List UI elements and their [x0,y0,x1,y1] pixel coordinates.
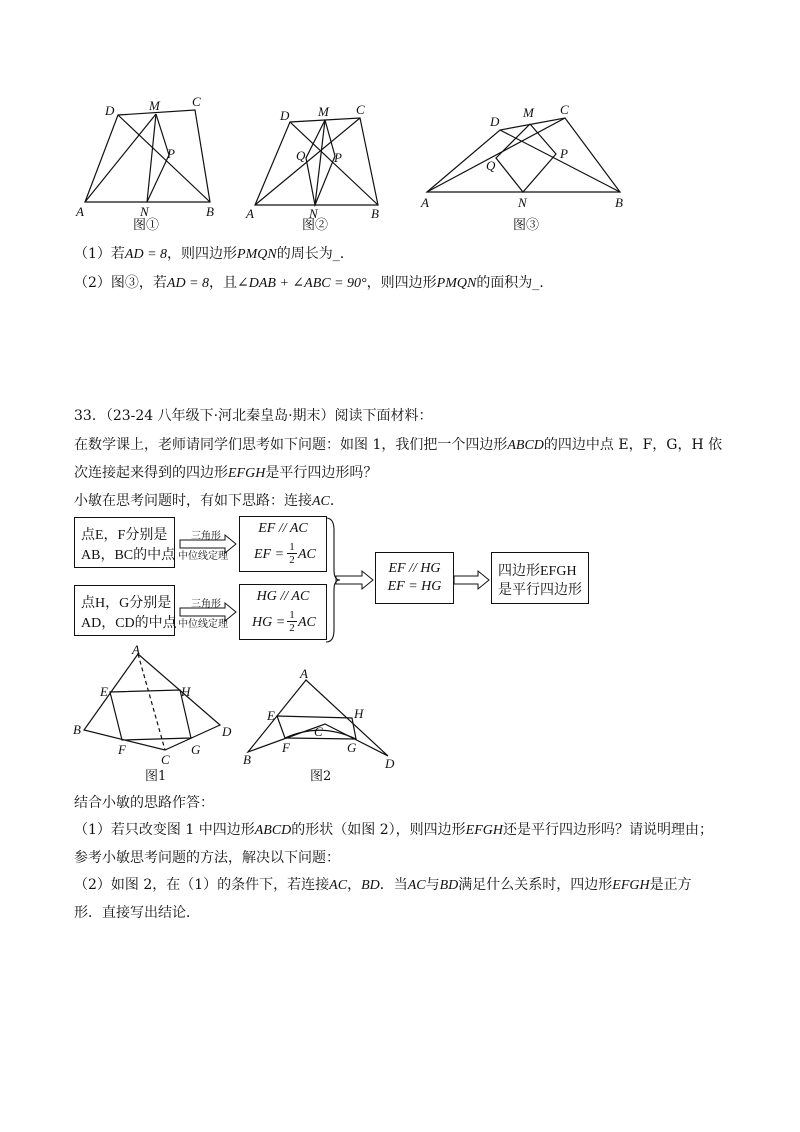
q2-text-a: 图③，若 [110,275,167,291]
q1-condition: AD = 8 [124,247,168,262]
svg-text:M: M [318,104,329,119]
box3-line1: 点H，G分别是 [81,596,172,611]
sub2-bd2: BD [439,878,459,893]
figure-caption-1-bottom: 图1 [145,769,167,784]
svg-text:M: M [523,105,534,120]
svg-text:G: G [191,742,201,757]
svg-text:D: D [105,103,115,118]
svg-text:A: A [300,666,308,681]
para2-text-a: 小敏在思考问题时，有如下思路：连接 [74,493,312,509]
sub1-quad: ABCD [254,823,292,838]
svg-text:C: C [356,102,365,117]
q2-text-b: ，且 [209,275,238,291]
sub1-quad2: EFGH [465,823,503,838]
sub2-bd: BD [361,878,380,893]
flow-arrow-1-label-top: 三角形 [191,531,221,542]
svg-text:Q: Q [296,148,306,163]
para1-line2-quad: EFGH [228,466,266,481]
svg-text:A: A [132,642,140,657]
box4-fraction [287,609,297,634]
svg-text:D: D [490,114,500,129]
fraction-numerator: 1 [289,609,295,621]
svg-text:N: N [309,206,318,221]
box3-line2: AD，CD的中点 [81,616,177,631]
problem-33-para1-line2 [74,463,377,484]
flow-arrow-1-label-bottom: 中位线定理 [178,551,228,562]
fraction-numerator: 1 [289,541,295,553]
svg-text:C: C [161,752,170,767]
box2-fraction [287,541,297,566]
box2-line1: EF // AC [258,521,308,536]
figure-caption-1: 图① [133,218,160,233]
question-2 [74,273,544,294]
fraction-denominator: 2 [287,621,297,634]
svg-text:B: B [206,204,214,219]
sub2-text-d: 与 [425,877,440,893]
svg-text:B: B [371,206,379,221]
svg-text:M: M [149,98,160,113]
q2-condition: AD = 8 [166,276,210,291]
box6-line2: 是平行四边形 [498,583,582,598]
sub1-text-a: （1）若只改变图 1 中四边形 [74,822,255,838]
sub2-ac: AC [329,878,348,893]
question-number: （2） [74,275,111,291]
sub-question-1 [74,820,713,841]
para1-text-a: 在数学课上，老师请同学们思考如下问题：如图 1，我们把一个四边形 [74,437,508,453]
flow-arrow-2-label-bottom: 中位线定理 [178,619,228,630]
svg-text:A: A [421,195,429,210]
box4-line2-left: HG = [252,615,286,630]
q1-text-b: ，则四边形 [167,246,238,262]
flow-arrow-2-label-top: 三角形 [191,599,221,610]
svg-text:P: P [560,146,568,161]
svg-text:B: B [243,752,251,767]
box4-line2-right: AC [298,615,316,630]
svg-text:P: P [167,146,175,161]
svg-text:C: C [560,102,569,117]
sub2-text-f: 是正方 [649,877,692,893]
q1-quad: PMQN [237,247,277,262]
para1-line2-text-b: 是平行四边形吗？ [265,465,378,481]
box1-line2: AB，BC的中点 [81,548,176,563]
para2-segment: AC [312,494,330,509]
svg-text:F: F [282,740,290,755]
figure-caption-2-bottom: 图2 [310,769,332,784]
flow-box-conclusion [491,552,589,604]
answer-intro: 结合小敏的思路作答： [74,795,214,811]
box5-line2: EF = HG [387,579,442,594]
svg-text:E: E [267,708,275,723]
sub-question-2 [74,875,692,896]
svg-text:D: D [222,724,232,739]
q1-text-c: 的周长为_. [276,246,345,262]
svg-text:N: N [140,204,149,219]
flow-box-hg-midpoints [74,585,175,636]
figure-caption-2: 图② [302,218,329,233]
box2-line2-right: AC [298,547,316,562]
sub2-text-a: （2）如图 2，在（1）的条件下，若连接 [74,877,330,893]
problem-33-para1-line1 [74,435,722,456]
box6-line1: 四边形EFGH [498,564,577,579]
svg-text:H: H [181,684,191,699]
q2-angles: ∠DAB + ∠ABC = 90° [237,276,367,291]
fraction-denominator: 2 [287,553,297,566]
box4-line1: HG // AC [256,589,310,604]
flow-box-ef-hg-relation [375,552,454,604]
para1-line2-text-a: 次连接起来得到的四边形 [74,465,228,481]
sub1-text-c: 还是平行四边形吗？请说明理由； [502,822,713,838]
svg-text:B: B [615,195,623,210]
svg-text:H: H [354,706,364,721]
flow-box-ef-parallel [239,516,327,572]
box1-line1: 点E，F分别是 [81,528,168,543]
q2-text-d: 的面积为_. [476,275,544,291]
sub1-text-b: 的形状（如图 2），则四边形 [291,822,466,838]
svg-text:C: C [192,94,201,109]
svg-text:E: E [100,684,108,699]
sub2-quad: EFGH [612,878,650,893]
svg-text:C: C [314,724,323,739]
svg-text:D: D [385,756,395,771]
figure-caption-3: 图③ [513,218,540,233]
para2-text-b: ． [329,493,344,509]
q2-text-c: ，则四边形 [366,275,437,291]
sub2-text-c: ．当 [379,877,408,893]
sub2-text-b: ， [347,877,362,893]
question-number: （1） [74,246,111,262]
q2-quad: PMQN [436,276,477,291]
box5-line1: EF // HG [388,561,441,576]
flow-box-ef-midpoints [74,517,175,568]
svg-text:P: P [334,150,342,165]
svg-text:F: F [118,742,126,757]
svg-text:N: N [518,195,527,210]
svg-text:G: G [347,740,357,755]
svg-text:Q: Q [486,158,496,173]
box2-line2-left: EF = [254,547,285,562]
sub2-text-e: 满足什么关系时，四边形 [458,877,613,893]
svg-text:A: A [76,204,84,219]
method-line: 参考小敏思考问题的方法，解决以下问题： [74,850,340,866]
para1-text-b: 的四边中点 E，F，G，H 依 [543,437,723,453]
bottom-figures [70,640,410,780]
svg-text:D: D [280,108,290,123]
question-1 [74,244,344,265]
q1-text-a: 若 [110,246,125,262]
para1-quad: ABCD [507,438,544,453]
svg-text:B: B [73,722,81,737]
svg-text:A: A [246,206,254,221]
sub2-ac2: AC [407,878,426,893]
flow-box-hg-parallel [239,584,327,640]
sub-question-2-line2: 形．直接写出结论． [74,905,200,921]
problem-33-header: 33．（23-24 八年级下·河北秦皇岛·期末）阅读下面材料： [74,408,433,424]
